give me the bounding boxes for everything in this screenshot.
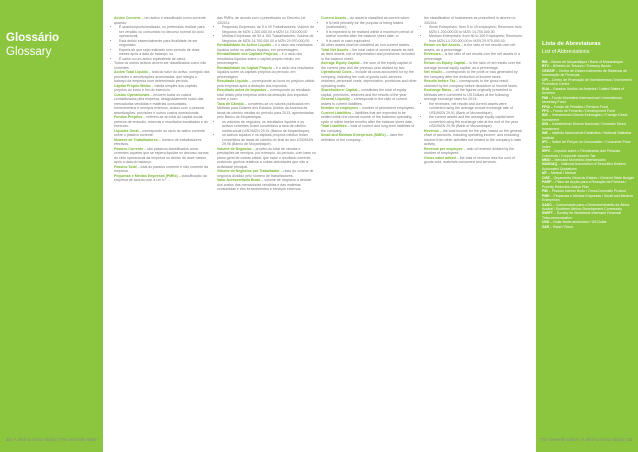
footer-left — [6, 437, 98, 442]
glossary-definition: – rácio do volume de negócios dividido pelo número de trabalhadores. — [217, 169, 314, 178]
glossary-definition: – the total of revenue less the cost of goods sold, materials consumed and services. — [424, 155, 515, 164]
glossary-column-2 — [217, 16, 316, 192]
glossary-entry — [424, 43, 522, 52]
glossary-bullet-item: • It is held primarily for the purpose of being traded (marketable); — [326, 21, 417, 30]
glossary-entry — [424, 16, 522, 25]
abbreviation-code: FPC — [542, 108, 549, 113]
glossary-bullet-list — [424, 102, 522, 129]
glossary-entry — [424, 79, 522, 88]
glossary-bullet-item: • Medium Enterprises: from 50 to 100 Employees; Revenues from MZN 14.700.000,00 to MZN 29.970.000,00. — [429, 34, 522, 43]
glossary-term: Number of employees — [321, 106, 359, 110]
glossary-bullet-item: • the current assets and the average equity capital were converted using the exchange rate at the end of the year USD/MZN 29,96 (Bank of Mozambique). — [429, 115, 522, 129]
glossary-term: Taxa de Câmbio — [217, 101, 244, 106]
glossary-bullet-item: • the revenues, net results and current assets were converted using the average annual exchange rate of USD/MZN 29,91 (Bank of Mozambique); — [429, 102, 522, 116]
abbreviation-item — [542, 113, 634, 122]
glossary-definition: – número de trabalhadores efectivos. — [114, 137, 202, 146]
footer-right — [540, 437, 632, 442]
glossary-bullet-item: • Small Enterprises: from 5 to 49 employees; Revenues from MZN 1.200.000,00 to MZN 14.700.000,00 — [429, 25, 522, 34]
abbreviation-meaning: – Pequenas e Médias Empresas / Small and Medium Enterprises — [542, 193, 634, 203]
glossary-bullet-item: • It is cash or cash equivalent. — [326, 39, 417, 44]
glossary-term: Current Assets — [321, 16, 347, 20]
abbreviation-meaning: – Índice de Preços no Consumidor / Consumer Price Index — [542, 140, 631, 149]
glossary-entry — [114, 84, 210, 93]
glossary-term: Número de Trabalhadores — [114, 137, 158, 142]
glossary-term: Rentabilidade do Capital Próprio — [217, 65, 272, 70]
glossary-bullet-item: • os activos líquidos e os capitais próprios médios foram convertidos às taxas de câmbio do final do ano USD/MZN 29,96 (Banco de Moçambique). — [222, 133, 316, 147]
glossary-definition: – converteu-se os valores publicados em Meticais para Dólares dos Estados Unidos da América às taxas de câmbio médias do período para 2013, apresentadas pelo Banco de Moçambique. — [217, 101, 314, 119]
glossary-definition: – all the figures originally presented in Meticais were converted to US Dollars at the following average exchange rates for 2013: — [424, 88, 512, 101]
glossary-entry — [321, 97, 417, 106]
abbreviation-meaning: – Fundo de Fomento / Development Fund — [549, 108, 615, 113]
abbreviation-meaning: – Imposto sobre o Rendimento das Pessoas Colectivas / Corporate Income Tax — [542, 149, 621, 158]
glossary-definition: – corresponds to the ratio of current assets to current liabilities. — [321, 97, 408, 106]
glossary-definition: – liabilities that are expected to be settled within the normal course of the business operating cycle or within twelve months after the balance sheet date. — [321, 110, 413, 124]
glossary-bullet-list — [321, 21, 417, 44]
glossary-term: Revenue — [424, 128, 439, 133]
abbreviation-item — [542, 225, 634, 229]
glossary-definition: – total do valor do activo, corrigido das provisões e amortizações acumuladas, que integra o balanço da empresa num determinado período. — [114, 70, 210, 83]
abbreviation-code: CEDSIF — [542, 68, 555, 73]
glossary-bullet-item: • Está detido essencialmente para finalidade de ser negociado; — [119, 39, 210, 48]
abbreviation-meaning: – Fundo de Pensões / Pension Fund — [549, 104, 608, 109]
glossary-definition: – include all costs accounted for by the company, including the cost of goods sold, services obtained, personnel costs, depreciation, provisions and other operating costs. — [321, 70, 417, 88]
glossary-term: Return on Net Assets — [424, 43, 460, 47]
abbreviation-meaning: – Orçamento Geral do Estado / General State Budget — [549, 175, 634, 180]
glossary-term: Total Liabilities — [321, 124, 347, 128]
glossary-definition: – an asset is classified as current when: — [346, 16, 410, 20]
abbreviation-code: IPC — [542, 140, 548, 145]
abbreviation-item — [542, 140, 634, 149]
glossary-bullet-list — [424, 25, 522, 43]
footer-right-text: The sixteenth edition | A décima sexta edição | — [540, 437, 627, 442]
glossary-entry — [321, 61, 417, 70]
abbreviation-meaning: – Plano de Acção para a Redução da Pobreza / Poverty Reduction Action Plan — [542, 180, 627, 189]
glossary-term: Pequenas e Médias Empresas (PMEs) — [114, 173, 178, 178]
glossary-definition: – total of current and long-term liabilities of the company. — [321, 124, 415, 133]
abbreviation-meaning: – Fundo Monetário Internacional / International Monetary Fund — [542, 95, 622, 105]
abbreviation-meaning: – Instituto Nacional de Estatística / National Statistics Institute — [542, 131, 632, 140]
glossary-term: Passivo Corrente — [114, 146, 144, 151]
glossary-bullet-list — [114, 25, 210, 61]
glossary-entry — [217, 43, 316, 52]
glossary-definition: – the sum of the equity capital of the current year and the previous year divided by two. — [321, 61, 412, 70]
glossary-column-3 — [321, 16, 417, 142]
glossary-term: Resultado Líquido — [217, 79, 248, 83]
abbreviation-code: OGE — [542, 175, 550, 180]
abbreviations-list — [542, 60, 634, 229]
glossary-entry — [114, 70, 210, 84]
abbreviation-code: SWIFT — [542, 211, 553, 216]
glossary-entry — [114, 129, 210, 138]
abbreviation-item — [542, 194, 634, 203]
abbreviation-meaning: – Mercado Monetário Interbancário — [550, 157, 607, 162]
glossary-definition: – é o rácio dos resultados líquidos sobre os activos líquidos, em percentagem. — [217, 43, 313, 52]
glossary-definition: All other assets shall be classified as non-current assets. — [321, 43, 411, 47]
glossary-entry — [217, 16, 316, 25]
glossary-term: General Liquidity — [321, 97, 350, 101]
abbreviation-meaning: – Centro de Desenvolvimento de Sistemas de Informação de Finanças — [542, 68, 628, 78]
glossary-entry — [321, 70, 417, 88]
abbreviation-item — [542, 162, 634, 171]
glossary-definition: – corresponds to the profit or loss generated by the company after the deduction of income taxes. — [424, 70, 518, 79]
glossary-definition: – number of permanent employees. — [358, 106, 416, 110]
glossary-entry — [114, 147, 210, 165]
abbreviation-code: SADC — [542, 202, 552, 207]
glossary-definition: das PMEs, de acordo com o preceituado no Decreto-Lei 43/2011: — [217, 16, 306, 25]
glossary-definition: – provém do total de vendas e prestações de serviços, por exemplo, do período, com base no plano geral de contas oficial, que inclui o resultado corrente, excluindo ganhos relativos a outras actividades que não a actividade principal. — [217, 146, 316, 169]
glossary-definition: – ratio of revenue divided by the number of employees. — [424, 146, 515, 155]
glossary-term: Liquidez Geral — [114, 128, 139, 133]
abbreviation-meaning: – Dólar Norte-americano / US Dollar — [549, 220, 607, 225]
abbreviation-meaning: – Comunidade para o Desenvolvimento da África Austral / Southern African Development Community — [542, 202, 630, 211]
abbreviation-code: EUA — [542, 86, 550, 91]
glossary-term: Activo Total Líquido — [114, 70, 148, 74]
glossary-definition: – incluem todos os custos contabilizados pela empresa, designadamente custo das mercadorias vendidas e matérias consumidas, fornecimentos e serviços externos, custos com o pessoal, amortizações, provisões e outros custos operacionais. — [114, 92, 205, 115]
abbreviation-code: IDN — [542, 122, 549, 127]
glossary-definition: – total do passivo corrente e não corrente da empresa. — [114, 164, 208, 173]
glossary-entry — [424, 156, 522, 165]
abbreviations-panel — [536, 0, 638, 452]
glossary-term: Average Equity Capital — [321, 61, 360, 65]
glossary-definition: Todos os outros activos devem ser classificados como não correntes. — [114, 61, 207, 70]
glossary-definition: – classificação da empresa de acordo com a Lei n.º ... — [114, 173, 207, 182]
glossary-definition: – corresponde ao resultado total obtido pela empresa antes da dedução dos impostos sobre o lucro. — [217, 88, 311, 101]
glossary-term: Resultado antes de Impostos — [217, 88, 267, 92]
glossary-bullet-list — [217, 120, 316, 147]
glossary-entry — [114, 138, 210, 147]
abbreviation-code: FPIA — [542, 104, 550, 109]
glossary-bullet-item: • É caixa ou um activo equivalente de caixa. — [119, 57, 210, 62]
glossary-definition: – um activo é classificado como corrente quando: — [114, 16, 206, 25]
abbreviation-meaning: – Produto Interno Bruto / Gross Domestic Product — [547, 189, 627, 194]
abbreviations-title-pt: Lista de Abreviaturas — [542, 41, 601, 47]
glossary-entry — [424, 70, 522, 79]
glossary-term: Volume de Negócios por Trabalhador — [217, 169, 280, 173]
glossary-entry — [217, 88, 316, 102]
abbreviation-meaning: – Investimento Directo Nacional / Domestic Direct Investment — [542, 122, 627, 131]
abbreviation-item — [542, 78, 634, 87]
glossary-entry — [321, 16, 417, 21]
page-number-right: 13 — [627, 437, 632, 442]
abbreviation-code: IDE — [542, 113, 548, 118]
abbreviation-code: ZAR — [542, 224, 550, 229]
glossary-term: Exchange Rates — [424, 88, 452, 92]
glossary-term: Revenue per employee — [424, 146, 463, 151]
glossary-entry — [217, 178, 316, 192]
abbreviation-code: PARP — [542, 180, 552, 185]
glossary-definition: – the total value of current assets as well as fixed assets, net of depreciation and provisions, included in the balance sheet. — [321, 47, 415, 61]
abbreviation-code: CPI — [542, 77, 548, 82]
glossary-entry — [424, 147, 522, 156]
abbreviation-code: NASDAQ — [542, 162, 558, 167]
glossary-term: Fundos Próprios — [114, 115, 143, 119]
glossary-term: Passivo Total — [114, 164, 137, 169]
glossary-definition: – volume de negócios a deduzir dos custos das mercadorias vendidas e das matérias consumidas e dos fornecimentos e serviços externos. — [217, 178, 312, 191]
glossary-bullet-item: • É quantos/ponto/realizado, ou pretendido realizar para ser vendido ou consumido no decurso normal do ciclo operacional; — [119, 25, 210, 39]
glossary-entry — [424, 61, 522, 70]
abbreviation-meaning: – Banco de Moçambique / Bank of Mozambique — [547, 60, 623, 64]
glossary-definition: – corresponde ao lucro ou prejuízo obtido pela empresa após a dedução dos impostos. — [217, 79, 315, 88]
glossary-term: Capital Próprio Médio — [114, 83, 151, 88]
glossary-entry — [114, 93, 210, 116]
glossary-definition: – is the ratio of net results over the average annual equity capital, as a percentage. — [424, 61, 521, 70]
glossary-term: Total Net Assets — [321, 47, 349, 52]
glossary-definition: – corresponds to the gross result obtained by the company before deduction of income taxes. — [424, 79, 518, 88]
abbreviation-item — [542, 69, 634, 78]
glossary-entry — [217, 52, 316, 66]
abbreviation-item — [542, 180, 634, 189]
glossary-entry — [114, 165, 210, 174]
glossary-entry — [114, 61, 210, 70]
glossary-title-en: Glossary — [6, 46, 52, 58]
abbreviation-code: MT — [542, 171, 548, 176]
glossary-term: Operational Costs — [321, 70, 352, 74]
page-number-left: 12 — [6, 437, 11, 442]
glossary-term: Valor Acrescentado Bruto — [217, 178, 261, 182]
glossary-entry — [217, 102, 316, 120]
glossary-term: Small and Medium Enterprises (SMEs) — [321, 133, 386, 137]
glossary-entry — [321, 133, 417, 142]
footer-left-text: | A décima sexta edição | The sixteenth edition — [11, 437, 98, 442]
abbreviation-item — [542, 211, 634, 220]
glossary-entry — [424, 129, 522, 147]
abbreviation-item — [542, 87, 634, 96]
abbreviation-meaning: – Bilhetes do Tesouro / Treasury Bonds — [549, 64, 611, 69]
glossary-entry — [217, 79, 316, 88]
abbreviations-title-en: List of Abbreviations — [542, 49, 590, 55]
glossary-column-4 — [424, 16, 522, 165]
glossary-definition: – é o rácio dos resultados líquidos sobre o capital próprio médio, em percentagem. — [217, 52, 303, 65]
glossary-definition: – is the ratio of net results over the net assets in a percentage. — [424, 52, 521, 61]
abbreviation-item — [542, 96, 634, 105]
glossary-column-1 — [114, 16, 210, 183]
abbreviation-code: USD — [542, 220, 550, 225]
glossary-bullet-item: • Pequenas Empresas: de 5 a 49 Trabalhadores; Volume de Negócios de MZN 1.200.000,00 a MZN 14.700.000,00 — [222, 25, 316, 34]
glossary-definition: – corresponde ao rácio do activo corrente sobre o passivo corrente. — [114, 128, 205, 137]
glossary-term: Gross value added — [424, 155, 456, 160]
abbreviation-code: BTV — [542, 64, 549, 69]
abbreviation-meaning: – Centro de Promoção de Investimentos / Investment Promotion Centre — [542, 77, 632, 87]
glossary-term: Net results — [424, 70, 443, 74]
glossary-bullet-list — [217, 25, 316, 43]
glossary-term: Results before Tax — [424, 79, 456, 83]
abbreviation-item — [542, 203, 634, 212]
abbreviation-meaning: – Society for Worldwide Interbank Financial Telecommunication — [542, 211, 622, 220]
glossary-entry — [424, 88, 522, 102]
abbreviation-meaning: – Rand / Rand — [549, 224, 573, 229]
abbreviation-item — [542, 131, 634, 140]
glossary-term: Rentabilidade dos Capitais Próprios — [217, 52, 278, 56]
abbreviation-code: FMI — [542, 95, 549, 100]
abbreviation-meaning: – National Association of Securities Dealers Automated Quotations — [542, 162, 626, 171]
glossary-definition: – são passivos classificados como correntes aqueles que se espera liquidar no decurso normal do ciclo operacional da empresa ou dentro de doze meses após a data do balanço. — [114, 146, 209, 164]
glossary-entry — [321, 88, 417, 97]
abbreviation-code: BM — [542, 60, 548, 64]
abbreviation-meaning: – Estados Unidos da América / United States of America — [542, 86, 625, 96]
glossary-definition: – é o rácio dos resultados líquidos sobre os capitais próprios do período, em percentagem. — [217, 65, 314, 79]
glossary-bullet-item: • Espera-se que seja realizado num período de doze meses após a data do balanço; ou — [119, 48, 210, 57]
glossary-definition: – média simples dos capitais próprios do início e fim do exercício. — [114, 83, 197, 92]
abbreviation-item — [542, 122, 634, 131]
glossary-definition: – the total income for the year, based on the general chart of accounts, including operating income, and excluding income from other activities not related to the company's main activity. — [424, 128, 522, 146]
glossary-bullet-item: • Médias Empresas: de 50 a 100 Trabalhadores; Volume de Negócios de MZN 14.700.000,00 a MZN 29.970.000,00. — [222, 34, 316, 43]
abbreviation-code: PIB — [542, 189, 548, 194]
abbreviation-code: INE — [542, 131, 548, 136]
glossary-term: Custos Operacionais — [114, 92, 150, 97]
glossary-title-panel — [0, 0, 103, 452]
glossary-entry — [114, 16, 210, 25]
glossary-term: Activo Corrente — [114, 16, 141, 20]
abbreviation-code: IRPC — [542, 149, 551, 154]
glossary-bullet-item: • os volumes de negócios, os resultados líquidos e os activos correntes foram convertidos à taxa de câmbio média anual (USD/MZN 29,91 (Banco de Moçambique); — [222, 120, 316, 134]
glossary-definition: – is the ratio of net results over net assets, as a percentage. — [424, 43, 516, 52]
glossary-definition: – referem-se ao total do capital social, prémios de emissão, reservas e resultados transitados e do exercício. — [114, 115, 208, 128]
glossary-entry — [321, 111, 417, 125]
glossary-term: Shareholders' Capital — [321, 88, 358, 92]
glossary-definition: – uses the definition of the company... — [321, 133, 404, 142]
glossary-definition: – constitutes the total of equity capital, premiums, reserves and the results of the year. — [321, 88, 408, 97]
glossary-term: Return on Equity Capital — [424, 61, 466, 65]
glossary-bullet-item: • It is expected to be realised within a maximum period of twelve months after the balance sheet date; or — [326, 30, 417, 39]
glossary-entry — [321, 48, 417, 62]
glossary-entry — [321, 124, 417, 133]
glossary-entry — [217, 147, 316, 170]
glossary-term: Current Liabilities — [321, 110, 352, 115]
abbreviation-item — [542, 149, 634, 158]
glossary-term: Rentabilidade do Activo Líquido — [217, 43, 272, 47]
abbreviation-meaning: – Metical / Metical — [547, 171, 577, 176]
glossary-term: Revenues — [424, 52, 441, 56]
abbreviation-code: PME — [542, 193, 550, 198]
abbreviation-code: MMO — [542, 157, 551, 162]
glossary-entry — [424, 52, 522, 61]
glossary-definition: the classification of businesses as prescribed in decree no 43/2011: — [424, 16, 516, 25]
abbreviation-meaning: – Investimento Directo Estrangeiro / Foreign Direct Investment — [542, 113, 628, 122]
glossary-term: Volume de Negócios — [217, 146, 252, 151]
glossary-entry — [114, 115, 210, 129]
glossary-entry — [217, 169, 316, 178]
glossary-entry — [217, 66, 316, 80]
glossary-title-pt: Glossário — [6, 32, 60, 44]
glossary-entry — [114, 174, 210, 183]
